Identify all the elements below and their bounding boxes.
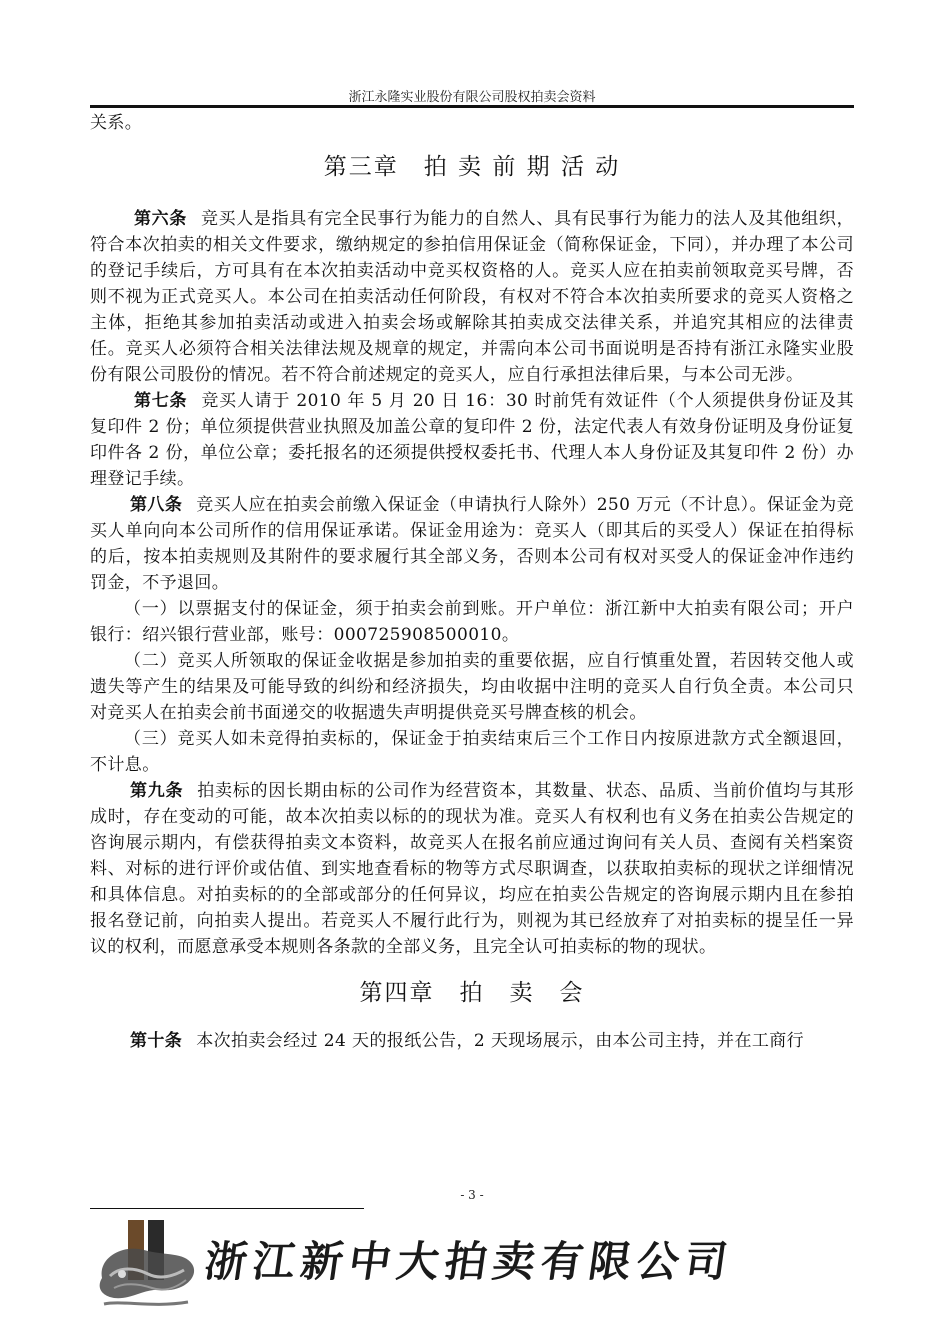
page-number: - 3 - (460, 1188, 484, 1202)
continuation-text: 关系。 (90, 113, 143, 133)
article-9-label: 第九条 (130, 781, 184, 801)
article-10 (90, 1028, 854, 1054)
chapter3-title: 第三章 拍 卖 前 期 活 动 (323, 154, 621, 180)
article-7 (90, 388, 854, 492)
article-9 (90, 778, 854, 960)
header-rule (90, 105, 854, 108)
article-8-label: 第八条 (130, 495, 183, 515)
footer-rule (90, 1208, 364, 1209)
company-name: 浙江新中大拍卖有限公司 (201, 1237, 737, 1286)
document-body (90, 110, 854, 1054)
article-6-label: 第六条 (134, 209, 187, 229)
article-10-label: 第十条 (130, 1031, 183, 1051)
article-6-text: 竞买人是指具有完全民事行为能力的自然人、具有民事行为能力的法人及其他组织，符合本次拍卖的相关文件要求，缴纳规定的参拍信用保证金（简称保证金，下同），并办理了本公司的登记手续后，方可具有在本次拍卖活动中竞买权资格的人。竞买人应在拍卖前领取竞买号牌，否则不视为正式竞买人。本公司在拍卖活动任何阶段，有权对不符合本次拍卖所要求的竞买人资格之主体，拒绝其参加拍卖活动或进入拍卖会场或解除其拍卖成交法律关系，并追究其相应的法律责任。竞买人必须符合相关法律法规及规章的规定，并需向本公司书面说明是否持有浙江永隆实业股份有限公司股份的情况。若不符合前述规定的竞买人，应自行承担法律后果，与本公司无涉。 (90, 209, 854, 385)
dragon-emblem-icon (92, 1218, 204, 1310)
chapter4-title: 第四章 拍 卖 会 (359, 980, 585, 1006)
article-6 (90, 206, 854, 388)
article-9-text: 拍卖标的因长期由标的公司作为经营资本，其数量、状态、品质、当前价值均与其形成时，存在变动的可能，故本次拍卖以标的的现状为准。竞买人有权利也有义务在拍卖公告规定的咨询展示期内，有偿获得拍卖文本资料，故竞买人在报名前应通过询问有关人员、查阅有关档案资料、对标的进行评价或估值、到实地查看标的物等方式尽职调查，以获取拍卖标的现状之详细情况和具体信息。对拍卖标的的全部或部分的任何异议，均应在拍卖公告规定的咨询展示期内且在参拍报名登记前，向拍卖人提出。若竞买人不履行此行为，则视为其已经放弃了对拍卖标的提呈任一异议的权利，而愿意承受本规则各条款的全部义务，且完全认可拍卖标的物的现状。 (90, 781, 854, 957)
article-8 (90, 492, 854, 596)
article-8-text: 竞买人应在拍卖会前缴入保证金（申请执行人除外）250 万元（不计息）。保证金为竞买人单向向本公司所作的信用保证承诺。保证金用途为：竞买人（即其后的买受人）保证在拍得标的后，按本拍卖规则及其附件的要求履行其全部义务，否则本公司有权对买受人的保证金冲作违约罚金，不予退回。 (90, 495, 854, 593)
header-title: 浙江永隆实业股份有限公司股权拍卖会资料 (348, 90, 596, 105)
article-8-item-1: （一）以票据支付的保证金，须于拍卖会前到账。开户单位：浙江新中大拍卖有限公司；开户银行：绍兴银行营业部，账号：000725908500010。 (90, 599, 854, 645)
article-7-label: 第七条 (134, 391, 188, 411)
article-8-item-2: （二）竞买人所领取的保证金收据是参加拍卖的重要依据，应自行慎重处置，若因转交他人或遗失等产生的结果及可能导致的纠纷和经济损失，均由收据中注明的竞买人自行负全责。本公司只对竞买人在拍卖会前书面递交的收据遗失声明提供竞买号牌查核的机会。 (90, 651, 854, 723)
article-10-text: 本次拍卖会经过 24 天的报纸公告，2 天现场展示，由本公司主持，并在工商行 (196, 1031, 805, 1051)
article-8-item-3: （三）竞买人如未竞得拍卖标的，保证金于拍卖结束后三个工作日内按原进款方式全额退回，不计息。 (90, 729, 854, 775)
article-7-text: 竞买人请于 2010 年 5 月 20 日 16：30 时前凭有效证件（个人须提供身份证及其复印件 2 份；单位须提供营业执照及加盖公章的复印件 2 份，法定代表人有效身份证明及身份证复印件各 2 份，单位公章；委托报名的还须提供授权委托书、代理人本人身份证及其复印件 2 份）办理登记手续。 (90, 391, 854, 489)
